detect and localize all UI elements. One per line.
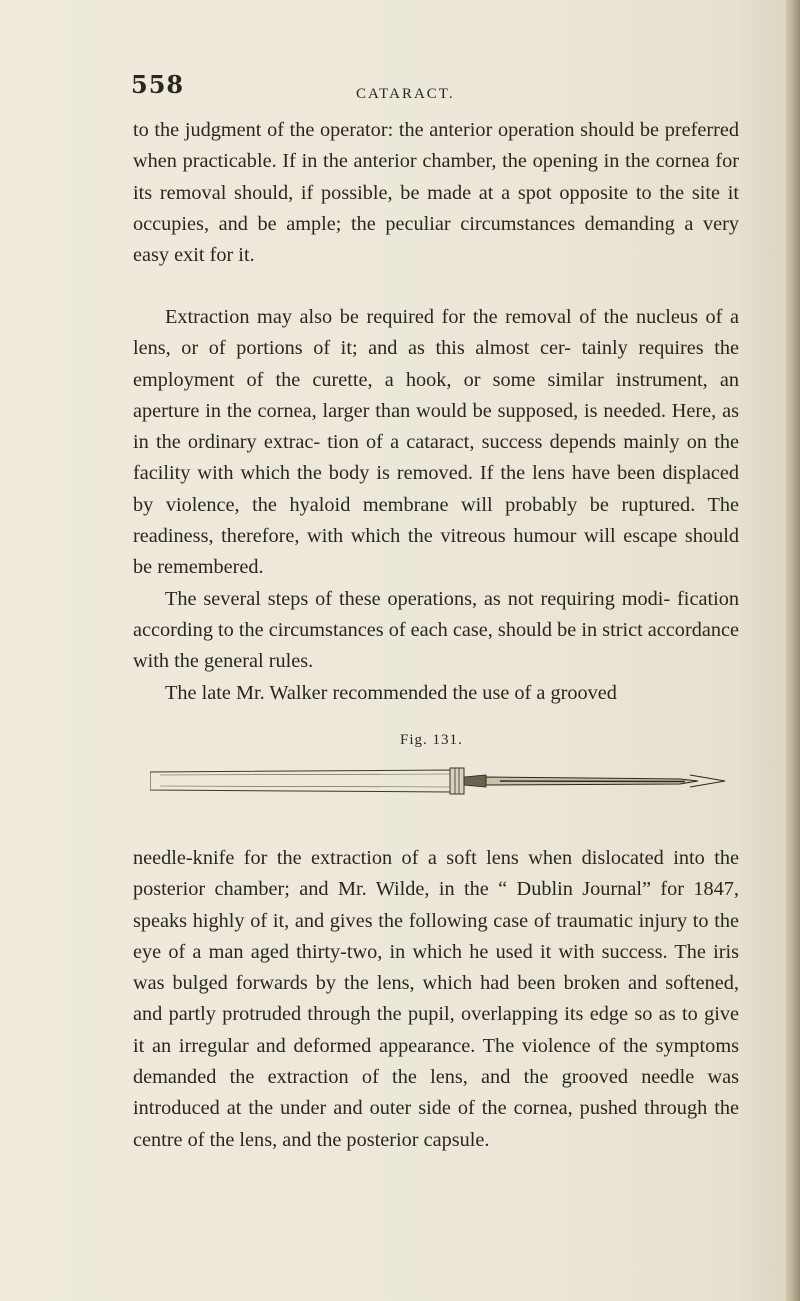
paragraph: to the judgment of the operator: the anterior operation should be preferred when practicable. If in the anterior chamber, the opening in the cornea for its removal should, if possible, be made at a spot opposite to the site it occupies, and be ample; the peculiar circumstances demanding a very easy exit for it. xyxy=(133,119,739,267)
paragraph: needle-knife for the extraction of a soft lens when dislocated into the posterior chamber; and Mr. Wilde, in the “ Dublin Journal” for 1847, speaks highly of it, and gives the following case of traumatic injury to the eye of a man aged thirty-two, in which he used it with success. The iris was bulged forwards by the lens, which had been broken and softened, and partly protruded through the pupil, overlapping its edge so as to give it an irregular and deformed appearance. The violence of the symptoms demanded the extraction of the lens, and the grooved needle was introduced at the under and outer side of the cornea, pushed through the centre of the lens, and the posterior capsule. xyxy=(133,847,739,1151)
needle-knife-illustration xyxy=(150,765,730,805)
page-number: 558 xyxy=(131,70,185,99)
paragraph: Extraction may also be required for the removal of the nucleus of a lens, or of portions of it; and as this almost cer- tainly requires the employment of the curette, a hook, or some similar instrument, an aperture in the cornea, larger than would be supposed, is needed. Here, as in the ordinary extrac- tion of a cataract, success depends mainly on the facility with which the body is removed. If the lens have been displaced by violence, the hyaloid membrane will probably be ruptured. The readiness, therefore, with which the vitreous humour will escape should be remembered. xyxy=(133,306,739,579)
figure-caption: Fig. 131. xyxy=(400,732,463,748)
page-edge-shadow xyxy=(786,0,800,1301)
text-block-top xyxy=(133,115,739,271)
text-block-middle xyxy=(133,302,739,709)
paragraph: The several steps of these operations, as not requiring modi- fication according to the circumstances of each case, should be in strict accordance with the general rules. xyxy=(133,587,739,673)
text-block-bottom xyxy=(133,843,739,1156)
paragraph: The late Mr. Walker recommended the use of a grooved xyxy=(165,681,617,704)
running-head: CATARACT. xyxy=(356,86,455,102)
